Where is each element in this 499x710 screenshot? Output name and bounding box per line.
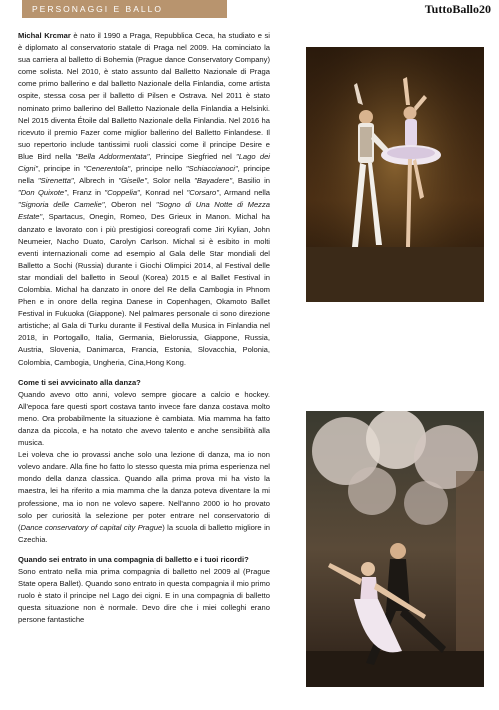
answer-paragraph: Quando avevo otto anni, volevo sempre giocare a calcio e hockey. All'epoca fare questi sport costava tanto invece fare danza costava molto meno. Ora probabilmente la situazione è cambiata. Mia mamma ha fatto danza da piccola, e ha notato che avevo talento e anche sensibilità alla musica.	[18, 389, 270, 448]
question-heading: Come ti sei avvicinato alla danza?	[18, 377, 141, 387]
ballet-photo-bottom	[306, 411, 484, 687]
ballet-photo-top	[306, 47, 484, 302]
magazine-logo: TuttoBallo20	[424, 2, 491, 16]
ballet-scene-illustration	[306, 411, 484, 687]
dancer-name: Michal Krcmar	[18, 31, 71, 40]
section-header	[22, 0, 227, 18]
ballet-pair-illustration	[306, 47, 484, 302]
article-body	[18, 30, 270, 627]
answer-paragraph: Sono entrato nella mia prima compagnia di balletto nel 2009 al (Prague State opera Ballet). Quando sono entrato in questa compagnia il mio primo ruolo è stato il principe nel Lago dei cigni. E in una compagnia di balletto questa situazione non è normale. Devo dire che i miei colleghi erano persone fantastiche	[18, 567, 270, 625]
question-heading: Quando sei entrato in una compagnia di balletto e i tuoi ricordi?	[18, 554, 249, 564]
intro-paragraph: Michal Krcmar è nato il 1990 a Praga, Repubblica Ceca, ha studiato e si è diplomato al conservatorio statale di Praga nel 2009. Ha cominciato la sua carriera al balletto di Bohemia (Prague dance Conservatory Company) come solista. Nel 2010, è stato assunto dal Balletto Nazionale di Praga come primo ballerino e dal balletto Nazionale della Finlandia, come artista ospite, stessa cosa per il balletto di Pilsen e Ostrava. Nel 2011 è stato nominato primo ballerino del Balletto Nazionale della Finlandia a Helsinki. Nel 2015 diventa Étoile dal Balletto Nazionale della Finlandia. Nel 2016 ha ricevuto il premio Fazer come miglior ballerino del Balletto Finlandese. Il suo repertorio include tantissimi ruoli classici come il principe Desire e Blue Bird nella "Bella Addormentata", Principe Siegfried nel "Lago dei Cigni", principe in "Cenerentola", principe nello "Schiaccianoci", principe nella "Sirenetta", Albrech in "Giselle", Solor nella "Bayadere", Basilio in "Don Quixote", Franz in "Coppelia", Konrad nel "Corsaro", Armand nella "Signoria delle Camelie", Oberon nel "Sogno di Una Notte di Mezza Estate", Spartacus, Onegin, Romeo, Des Grieux in Manon. Michal ha danzato e lavorato con i più prestigiosi coreografi come Jiri Kylian, John Neumeier, Nacho Duato, Carolyn Carlson. Michal si è esibito in molti eventi internazionali come ad esempio al Gala delle Star mondiali del Balletto a Sochi (Russia) durante i Giochi Olimpici 2014, al Festival delle star mondiali del balletto in Seoul (Korea) 2015 e al Ballet Festival in Colombia. Michal ha danzato in onore del Re della Cambogia in Phnom Phen e in onore della regina Danese in Copenhagen, Okamoto Ballet Festival in Fukuoka (Giappone). Nel palmares personale ci sono direzione artistiche; al Gala di Turku durante il Festival della Musica in Finlandia nel 2018, in Portogallo, Italia, Germania, Bielorussia, Giappone, Russia, Austria, Slovenia, Danimarca, Francia, Estonia, Slovacchia, Polonia, Colombia, Cambogia, Ungheria, Cina,Hong Kong.	[18, 31, 271, 367]
section-title: PERSONAGGI E BALLO	[32, 4, 163, 14]
answer-paragraph: Lei voleva che io provassi anche solo una lezione di danza, ma io non volevo andare. Alla fine ho fatto lo stesso questa mia prima esperienza nel mondo della danza classica. Quando alla prima prova mi ha visto la maestra, lei ha riferito a mia mamma che la danza poteva diventare la mi professione, ma io non ne volevo sapere. Nell'anno 2000 io ho provato solo per curiosità la selezione per poter entrare nel conservatorio di (Dance conservatory of capital city Prague) la scuola di balletto migliore in Czechia.	[18, 450, 270, 544]
